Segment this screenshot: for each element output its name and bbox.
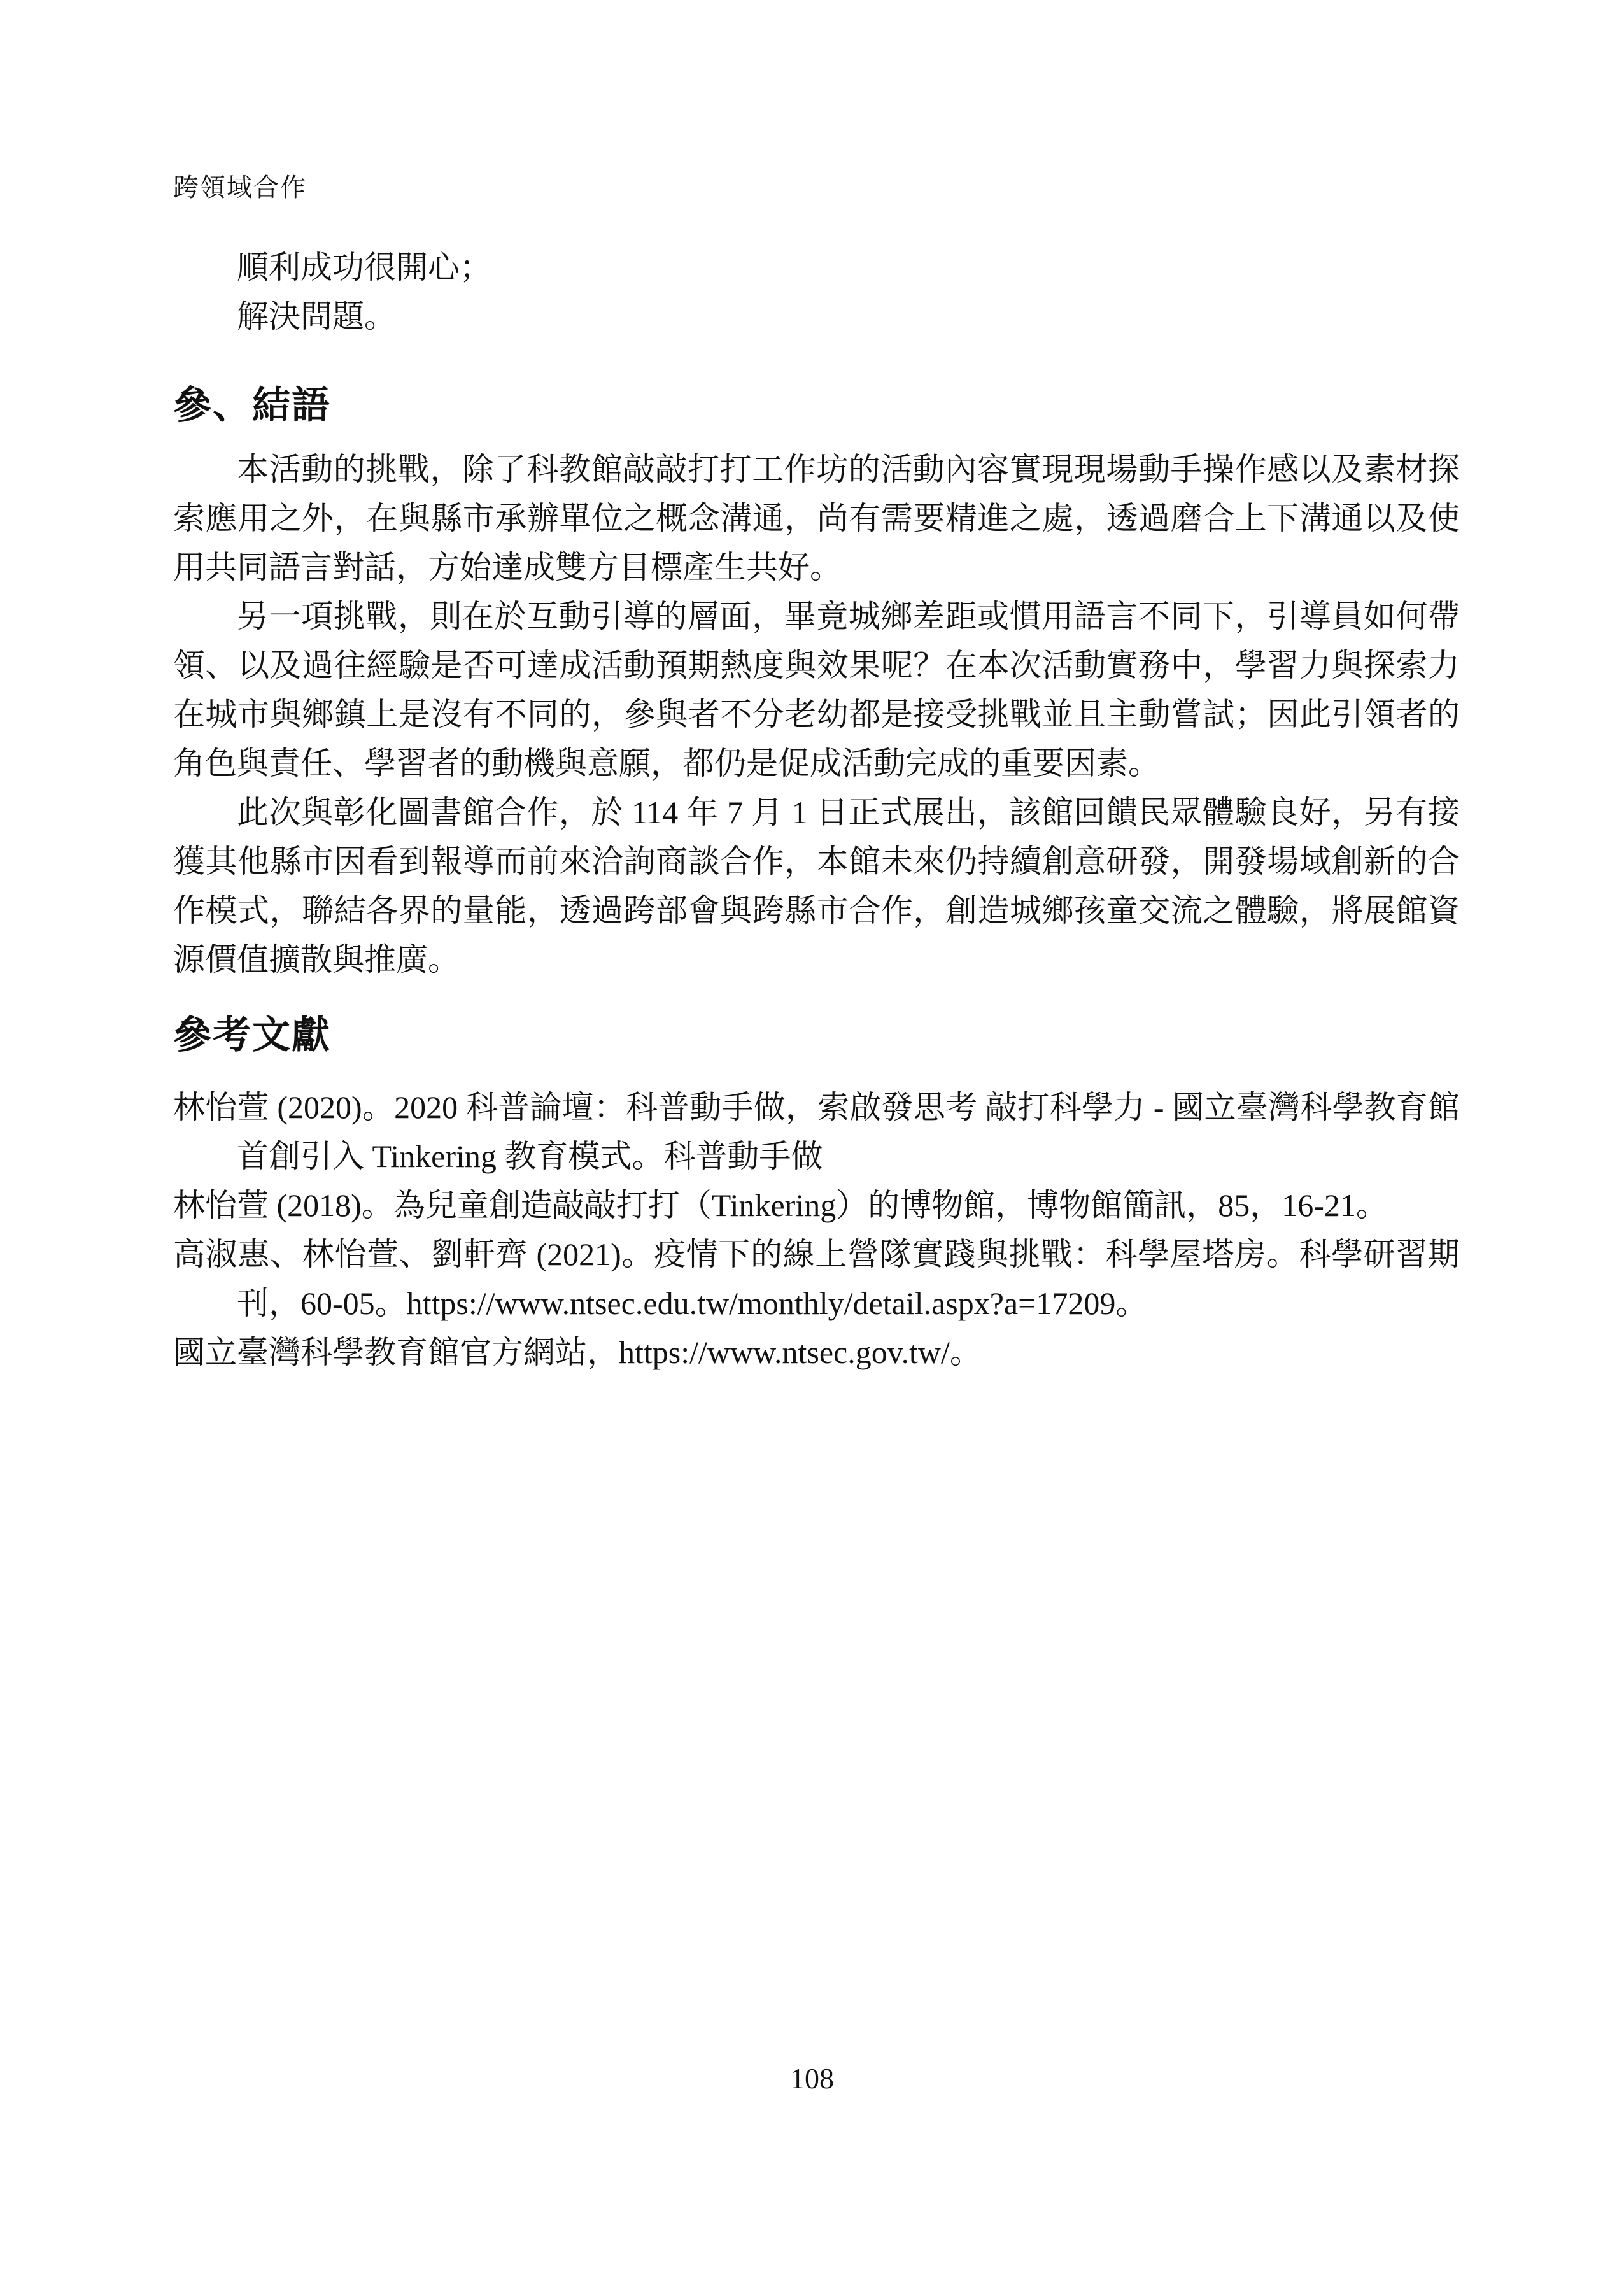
reference-entry: 國立臺灣科學教育館官方網站，https://www.ntsec.gov.tw/。	[173, 1334, 982, 1370]
reference-list	[173, 1083, 1460, 1377]
section-heading-references: 參考文獻	[173, 1014, 331, 1056]
carryover-text-block	[173, 243, 1460, 341]
running-header: 跨領域合作	[173, 173, 307, 202]
carryover-line: 順利成功很開心；	[237, 250, 491, 285]
reference-entry: 高淑惠、林怡萱、劉軒齊 (2021)。疫情下的線上營隊實踐與挑戰：科學屋塔房。科學研習期刊，60-05。https://www.ntsec.edu.tw/monthly/detail.aspx?a=17209。	[173, 1236, 1460, 1321]
body-paragraph: 本活動的挑戰，除了科教館敲敲打打工作坊的活動內容實現現場動手操作感以及素材探索應用之外，在與縣市承辦單位之概念溝通，尚有需要精進之處，透過磨合上下溝通以及使用共同語言對話，方始達成雙方目標產生共好。	[173, 451, 1460, 585]
page-number: 108	[790, 2062, 834, 2095]
reference-entry: 林怡萱 (2018)。為兒童創造敲敲打打（Tinkering）的博物館，博物館簡訊，85，16-21。	[173, 1187, 1388, 1223]
body-paragraph: 另一項挑戰，則在於互動引導的層面，畢竟城鄉差距或慣用語言不同下，引導員如何帶領、以及過往經驗是否可達成活動預期熱度與效果呢？在本次活動實務中，學習力與探索力在城市與鄉鎮上是沒有不同的，參與者不分老幼都是接受挑戰並且主動嘗試；因此引領者的角色與責任、學習者的動機與意願，都仍是促成活動完成的重要因素。	[173, 598, 1460, 781]
conclusion-section	[173, 445, 1460, 984]
body-paragraph: 此次與彰化圖書館合作，於 114 年 7 月 1 日正式展出，該館回饋民眾體驗良好，另有接獲其他縣市因看到報導而前來洽詢商談合作，本館未來仍持續創意研發，開發場域創新的合作模式，聯結各界的量能，透過跨部會與跨縣市合作，創造城鄉孩童交流之體驗，將展館資源價值擴散與推廣。	[173, 795, 1460, 977]
section-heading-conclusion: 參、結語	[173, 385, 331, 427]
reference-entry: 林怡萱 (2020)。2020 科普論壇：科普動手做，索啟發思考 敲打科學力 - 國立臺灣科學教育館首創引入 Tinkering 教育模式。科普動手做	[173, 1089, 1460, 1174]
carryover-line: 解決問題。	[237, 299, 396, 334]
